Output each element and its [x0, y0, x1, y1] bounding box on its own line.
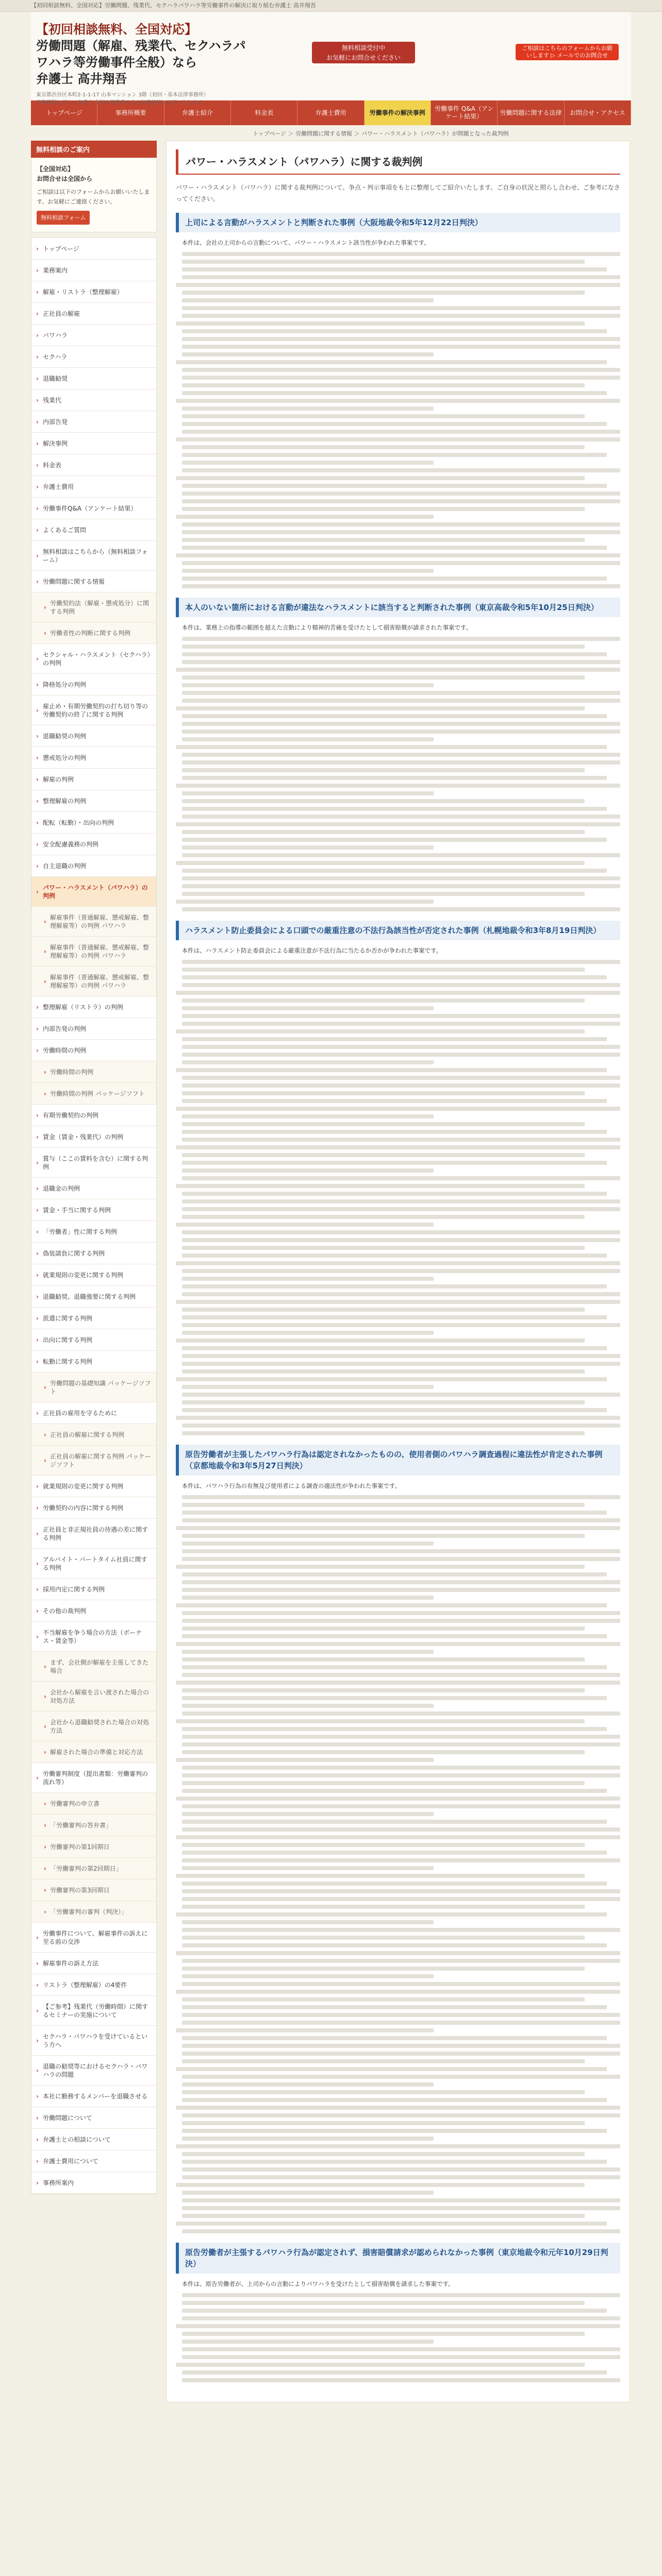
case-lead: 本件は、原告労働者が、上司からの言動によりパワハラを受けたとして損害賠償を請求した事案です。 [181, 2280, 454, 2287]
sidebar-menu-item[interactable]: › パワー・ハラスメント（パワハラ）の判例 [31, 877, 156, 907]
case-section [176, 598, 620, 911]
sidebar-menu-item[interactable]: › 正社員の解雇 [31, 303, 156, 325]
breadcrumb[interactable]: トップページ ＞ 労働問題に関する情報 ＞ パワー・ハラスメント（パワハラ）が問題となった裁判例 [253, 130, 509, 137]
main-content [166, 141, 630, 2402]
consultation-form-button[interactable]: 無料相談フォーム [37, 211, 90, 225]
sidebar [31, 141, 157, 2194]
sidebar-menu-item[interactable]: › 採用内定に関する判例 [31, 1579, 156, 1600]
case-lead: 本件は、ハラスメント防止委員会による厳重注意が不法行為に当たるか否かが争われた事案です。 [181, 947, 442, 954]
gnav-item-office[interactable]: 事務所概要 [97, 100, 164, 125]
sidebar-menu-item[interactable]: › その他の裁判例 [31, 1600, 156, 1622]
cta1-line-2: お気軽にお問合せください [326, 54, 401, 61]
sidebar-menu-item[interactable]: › 無料相談はこちらから（無料相談フォーム） [31, 541, 156, 571]
sidebar-menu-item[interactable]: › まず、会社側が解雇を主張してきた場合 [31, 1652, 156, 1682]
case-list [176, 213, 620, 2382]
sidebar-menu-item[interactable]: › 解雇事件（普通解雇、懲戒解雇、整理解雇等）の判例 パワハラ [31, 937, 156, 967]
cta2-line-2: いします ▷ メールでのお問合せ [526, 52, 608, 59]
case-body-text [176, 637, 620, 911]
sidebar-menu-item[interactable]: › 「労働者」性に関する判例 [31, 1221, 156, 1243]
sidebar-menu-item[interactable]: › 内部告発 [31, 411, 156, 433]
cta2-line-1: ご相談はこちらのフォームからお願 [522, 45, 613, 52]
gnav-item-lawyer[interactable]: 弁護士紹介 [164, 100, 231, 125]
contact-form-button[interactable] [516, 44, 619, 60]
sidebar-menu-item[interactable]: › 事務所案内 [31, 2172, 156, 2194]
sidebar-menu-item[interactable]: › 労働審判の第1回期日 [31, 1836, 156, 1858]
sidebar-menu-item[interactable]: › 退職金の判例 [31, 1178, 156, 1199]
sidebar-menu-item[interactable]: › セクハラ・パワハラを受けているという方へ [31, 2026, 156, 2056]
gnav-item-top[interactable]: トップページ [31, 100, 97, 125]
sidebar-menu-item[interactable]: › 「労働審判の答弁書」 [31, 1815, 156, 1836]
gnav-item-qa[interactable]: 労働事件 Q&A（アンケート結果） [431, 100, 498, 125]
sidebar-menu-item[interactable]: › 本社に勤務するメンバーを退職させる [31, 2086, 156, 2107]
sidebar-menu-item[interactable]: › 配転（転勤）・出向の判例 [31, 812, 156, 834]
gnav-item-price[interactable]: 料金表 [231, 100, 297, 125]
title-line-4: 弁護士 高井翔吾 [36, 71, 127, 86]
sidebar-menu-item[interactable]: › 労働審判制度（提出書類：労働審判の流れ等） [31, 1763, 156, 1793]
sidebar-menu-item[interactable]: › 弁護士費用 [31, 476, 156, 498]
gnav-item-fees[interactable]: 弁護士費用 [297, 100, 364, 125]
sidebar-menu-item[interactable]: › 退職の勧奨等におけるセクハラ・パワハラの問題 [31, 2056, 156, 2086]
case-heading: 上司による言動がハラスメントと判断された事例（大阪地裁令和5年12月22日判決） [176, 213, 620, 232]
sidebar-menu-item[interactable]: › セクハラ [31, 346, 156, 368]
sidebar-menu-item[interactable]: › 労働問題に関する情報 [31, 571, 156, 592]
sidebar-heading: 無料相談のご案内 [31, 141, 157, 158]
sidebar-menu-item[interactable]: › 残業代 [31, 389, 156, 411]
sidebar-menu-item[interactable]: › 懲戒処分の判例 [31, 747, 156, 769]
sidebar-menu-item[interactable]: › 会社から解雇を言い渡された場合の対処方法 [31, 1682, 156, 1711]
sidebar-menu-item[interactable]: › 偽装請負に関する判例 [31, 1243, 156, 1264]
case-heading: 原告労働者が主張するパワハラ行為が認定されず、損害賠償請求が認められなかった事例（東京地裁令和元年10月29日判決） [176, 2243, 620, 2274]
content-layout [31, 141, 631, 2402]
sidebar-menu-item[interactable]: › 労働審判の第3回期日 [31, 1879, 156, 1901]
sidebar-menu-item[interactable]: › 労働契約法（解雇・懲戒処分）に関する判例 [31, 592, 156, 622]
sidebar-menu-item[interactable]: › 安全配慮義務の判例 [31, 834, 156, 855]
sidebar-menu-item[interactable]: › 雇止め・有期労働契約の打ち切り等の労働契約の終了に関する判例 [31, 696, 156, 725]
case-section [176, 921, 620, 1435]
sidebar-menu-item[interactable]: › 正社員の解雇に関する判例 [31, 1424, 156, 1446]
sidebar-menu-item[interactable]: › 賃金・手当に関する判例 [31, 1199, 156, 1221]
sidebar-menu [31, 238, 157, 2194]
sidebar-menu-item[interactable]: › 退職勧奨、退職強要に関する判例 [31, 1286, 156, 1308]
sidebar-menu-item[interactable]: › 労働時間の判例 [31, 1061, 156, 1083]
sidebar-menu-item[interactable]: › 退職勧奨 [31, 368, 156, 389]
sidebar-menu-item[interactable]: › 解雇事件（普通解雇、懲戒解雇、整理解雇等）の判例 パワハラ [31, 967, 156, 996]
sidebar-menu-item[interactable]: › 労働事件について、解雇事件の訴えに至る前の交渉 [31, 1923, 156, 1953]
sidebar-menu-item[interactable]: › 料金表 [31, 454, 156, 476]
sidebar-menu-item[interactable]: › 労働問題の基礎知識 パッケージソフト [31, 1372, 156, 1402]
case-body-text [176, 960, 620, 1435]
free-consultation-badge[interactable] [312, 42, 415, 63]
sidebar-menu-item[interactable]: › 労働事件Q&A（アンケート結果） [31, 498, 156, 519]
sidebar-menu-item[interactable]: › 労働時間の判例 [31, 1040, 156, 1061]
gnav-item-law[interactable]: 労働問題に関する法律 [498, 100, 564, 125]
sidebar-menu-item[interactable]: › 正社員の雇用を守るために [31, 1402, 156, 1424]
sidebar-menu-item[interactable]: › 自主退職の判例 [31, 855, 156, 877]
sidebar-menu-item[interactable]: › 【ご参考】残業代（労働時間）に関するセミナーの実施について [31, 1996, 156, 2026]
header-lead [36, 91, 246, 107]
sidebar-menu-item[interactable]: › 就業規則の変更に関する判例 [31, 1476, 156, 1497]
cta1-line-1: 無料相談受付中 [341, 44, 385, 52]
sidebar-menu-item[interactable]: › 解雇事件の訴え方法 [31, 1953, 156, 1974]
sidebar-menu-item[interactable]: › 労働契約の内容に関する判例 [31, 1497, 156, 1519]
sidebar-menu-item[interactable]: › パワハラ [31, 325, 156, 346]
gnav-item-access[interactable]: お問合せ・アクセス [565, 100, 631, 125]
sidebar-menu-item[interactable]: › 「労働審判の第2回期日」 [31, 1858, 156, 1879]
case-heading: ハラスメント防止委員会による口頭での厳重注意の不法行為該当性が否定された事例（札幌地裁令和3年8月19日判決） [176, 921, 620, 940]
page-wrapper [31, 12, 631, 2402]
sidebar-menu-item[interactable]: › よくあるご質問 [31, 519, 156, 541]
site-header [31, 12, 631, 106]
sidebar-menu-item[interactable]: › 「労働審判の審判（判決）」 [31, 1901, 156, 1923]
sidebar-menu-item[interactable]: › 整理解雇（リストラ）の判例 [31, 996, 156, 1018]
sidebar-menu-item[interactable]: › 有期労働契約の判例 [31, 1105, 156, 1126]
case-section [176, 1445, 620, 2233]
case-section [176, 213, 620, 588]
sidebar-menu-item[interactable]: › 転勤に関する判例 [31, 1351, 156, 1372]
sidebar-menu-item[interactable]: › 整理解雇の判例 [31, 790, 156, 812]
sidebar-menu-item[interactable]: › 解決事例 [31, 433, 156, 454]
case-heading: 原告労働者が主張したパワハラ行為は認定されなかったものの、使用者側のパワハラ調査過程に違法性が肯定された事例（京都地裁令和3年5月27日判決） [176, 1445, 620, 1476]
sidebar-menu-item[interactable]: › 出向に関する判例 [31, 1329, 156, 1351]
sidebar-menu-item[interactable]: › アルバイト・パートタイム社員に関する判例 [31, 1549, 156, 1579]
sidebar-menu-item[interactable]: › 解雇された場合の準備と対応方法 [31, 1741, 156, 1763]
sidebar-menu-item[interactable]: › 解雇・リストラ（整理解雇） [31, 281, 156, 303]
sidebar-menu-item[interactable]: › 解雇事件（普通解雇、懲戒解雇、整理解雇等）の判例 パワハラ [31, 907, 156, 937]
article [166, 141, 630, 2402]
consultation-box-text: ご相談は以下のフォームからお願いいたします。お気軽にご連絡ください。 [37, 189, 150, 205]
title-line-1: 【初回相談無料、全国対応】 [36, 22, 197, 37]
case-lead: 本件は、業務上の指導の範囲を超えた言動により精神的苦痛を受けたとして損害賠償が請求された事案です。 [181, 624, 472, 631]
sidebar-menu-item[interactable]: › 降格処分の判例 [31, 674, 156, 696]
case-body-text [176, 252, 620, 588]
sidebar-menu-item[interactable]: › 退職勧奨の判例 [31, 725, 156, 747]
case-body-text [176, 1495, 620, 2233]
sidebar-menu-item[interactable]: › 内部告発の判例 [31, 1018, 156, 1040]
sidebar-menu-item[interactable]: › 労働問題について [31, 2107, 156, 2129]
sidebar-menu-item[interactable]: › 会社から退職勧奨された場合の対処方法 [31, 1711, 156, 1741]
article-intro: パワー・ハラスメント（パワハラ）に関する裁判例について、争点・判示事項をもとに整理してご紹介いたします。ご自身の状況と照らし合わせ、ご参考になさってください。 [176, 184, 620, 202]
sidebar-menu-item[interactable]: › 労働者性の判断に関する判例 [31, 622, 156, 644]
title-line-3: ワハラ等労働事件全般）なら [36, 55, 197, 70]
sidebar-menu-item[interactable]: › 派遣に関する判例 [31, 1308, 156, 1329]
sidebar-menu-item[interactable]: › 弁護士費用について [31, 2150, 156, 2172]
header-lead-line-1: 東京都渋谷区本町2-1-1-17 山本マンション 3階（初回・基本法律事務所） [36, 92, 209, 98]
sidebar-menu-item[interactable]: › リストラ（整理解雇）の4要件 [31, 1974, 156, 1996]
sidebar-menu-item[interactable]: › トップページ [31, 238, 156, 260]
sidebar-menu-item[interactable]: › 業務案内 [31, 260, 156, 281]
consultation-box [31, 158, 157, 232]
header-lead-line-2: 労働問題に詳しい弁護士 全国の労働者の方の法律相談に対応いたします [36, 100, 203, 106]
top-bar [0, 0, 662, 12]
sidebar-menu-item[interactable]: › 就業規則の変更に関する判例 [31, 1264, 156, 1286]
sidebar-menu-item[interactable]: › 正社員の解雇に関する判例 パッケージソフト [31, 1446, 156, 1476]
site-title[interactable] [36, 21, 246, 107]
case-section [176, 2243, 620, 2382]
consultation-box-title-2: お問合せは全国から [37, 175, 93, 182]
sidebar-menu-item[interactable]: › 労働時間の判例 パッケージソフト [31, 1083, 156, 1105]
sidebar-menu-item[interactable]: › 解雇の判例 [31, 769, 156, 790]
case-lead: 本件は、会社の上司からの言動について、パワー・ハラスメント該当性が争われた事案です。 [181, 239, 430, 246]
sidebar-menu-item[interactable]: › 正社員と非正規社員の待遇の差に関する判例 [31, 1519, 156, 1549]
top-bar-text: 【初回相談無料、全国対応】労働問題、残業代、セクハラパワハラ等労働事件の解決に取り組む弁護士 高井翔吾 [31, 2, 316, 9]
case-heading: 本人のいない箇所における言動が違法なハラスメントに該当すると判断された事例（東京高裁令和5年10月25日判決） [176, 598, 620, 617]
sidebar-menu-item[interactable]: › 弁護士との相談について [31, 2129, 156, 2150]
sidebar-menu-item[interactable]: › セクシャル・ハラスメント（セクハラ）の判例 [31, 644, 156, 674]
consultation-box-title-1: 【全国対応】 [37, 165, 74, 173]
case-body-text [176, 2293, 620, 2382]
sidebar-menu-item[interactable]: › 賃金（賃金・残業代）の判例 [31, 1126, 156, 1148]
case-lead: 本件は、パワハラ行為の有無及び使用者による調査の適法性が争われた事案です。 [181, 1482, 401, 1489]
sidebar-menu-item[interactable]: › 不当解雇を争う場合の方法（ボーナス・賃金等） [31, 1622, 156, 1652]
sidebar-menu-item[interactable]: › 労働審判の申立書 [31, 1793, 156, 1815]
gnav-item-cases[interactable]: 労働事件の解決事例 [365, 100, 431, 125]
page-title: パワー・ハラスメント（パワハラ）に関する裁判例 [176, 149, 620, 175]
title-line-2: 労働問題（解雇、残業代、セクハラパ [36, 38, 246, 53]
sidebar-menu-item[interactable]: › 賞与（ここの賃料を含む）に関する判例 [31, 1148, 156, 1178]
